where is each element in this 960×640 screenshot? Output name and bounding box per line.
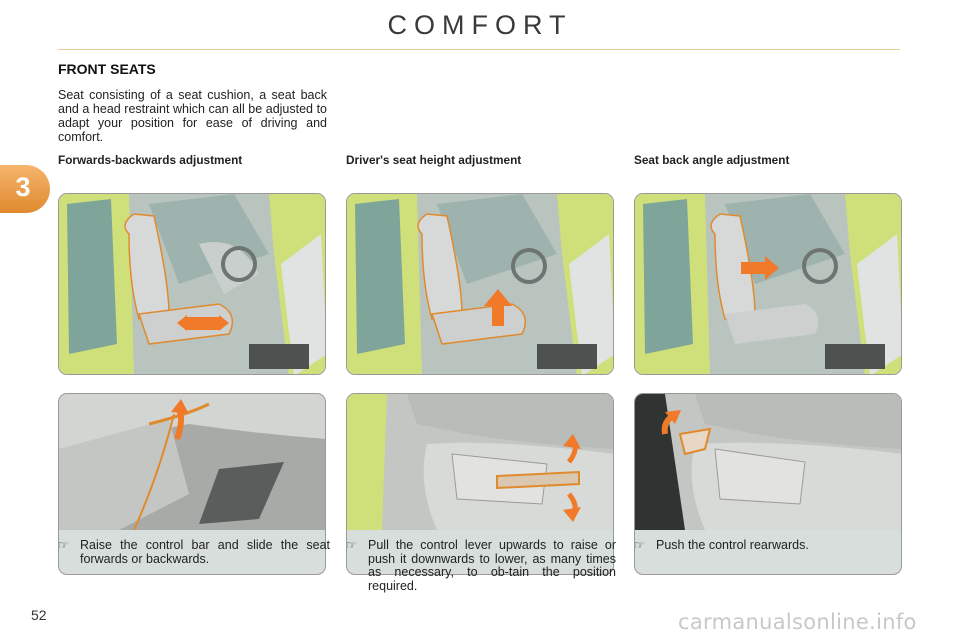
section-title: FRONT SEATS	[58, 61, 156, 77]
forwards-backwards-heading: Forwards-backwards adjustment	[58, 153, 243, 167]
watermark: carmanualsonline.info	[678, 610, 917, 634]
page-number: 52	[31, 607, 47, 623]
instruction-height-text: Pull the control lever upwards to raise or push it downwards to lower, as many times as necessary, to ob-tain the position required.	[368, 538, 616, 593]
seat-slide-illustration	[58, 193, 326, 375]
instruction-height	[346, 539, 616, 593]
seat-height-heading: Driver's seat height adjustment	[346, 153, 522, 167]
instruction-recline	[634, 539, 906, 553]
seat-back-illustration	[634, 193, 902, 375]
hand-pointer-icon: ☞	[346, 538, 357, 552]
seat-back-angle-heading: Seat back angle adjustment	[634, 153, 790, 167]
instruction-slide-text: Raise the control bar and slide the seat forwards or backwards.	[80, 538, 330, 566]
page-title: COMFORT	[387, 10, 573, 40]
instruction-slide	[58, 539, 330, 566]
seat-height-illustration	[346, 193, 614, 375]
instruction-recline-text: Push the control rearwards.	[656, 538, 809, 552]
chapter-number: 3	[15, 172, 31, 202]
header-divider	[58, 49, 900, 50]
intro-paragraph: Seat consisting of a seat cushion, a seat back and a head restraint which can all be adjusted to adapt your position for ease of driving and comfort.	[58, 88, 327, 144]
hand-pointer-icon: ☞	[634, 538, 645, 552]
hand-pointer-icon: ☞	[58, 538, 69, 552]
